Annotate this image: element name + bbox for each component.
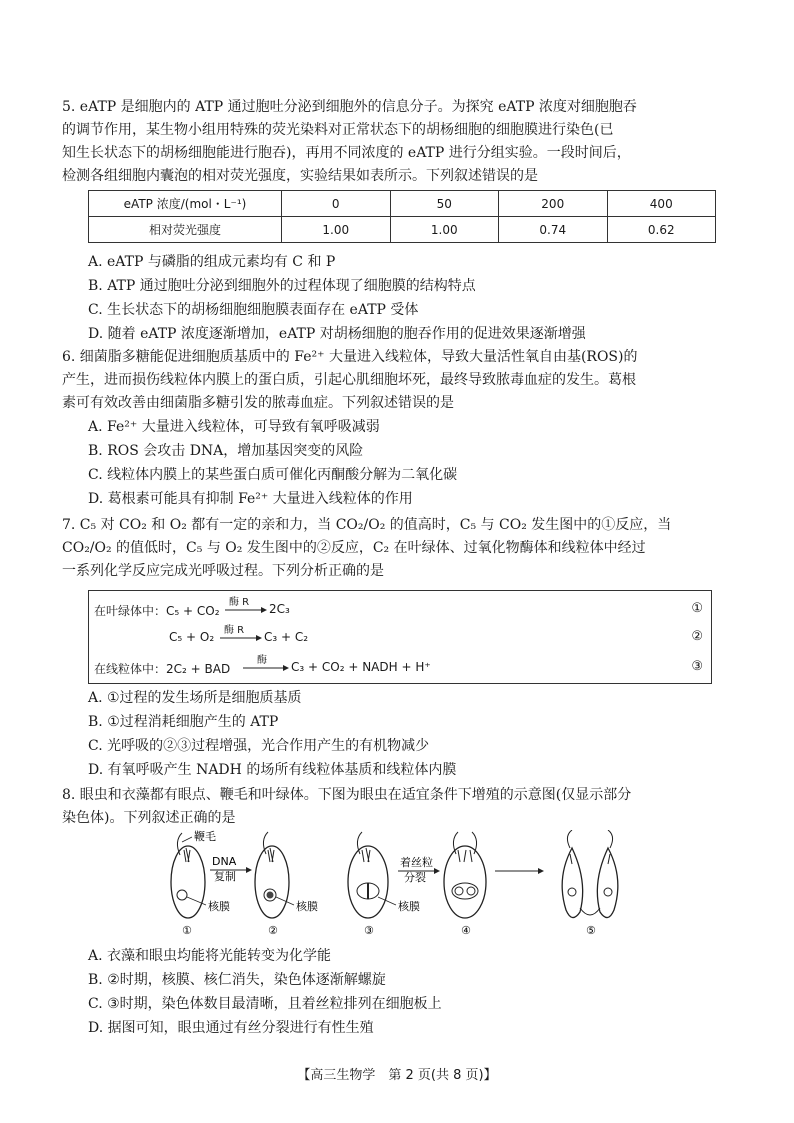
reaction-2-reactants: C₅ + O₂: [169, 630, 215, 644]
euglena-cell-1: [171, 833, 206, 918]
question-8: [62, 784, 722, 830]
reaction-3-enzyme: 酶: [257, 655, 267, 666]
table-cell: 200: [499, 191, 608, 217]
q8-stem-line: 染色体)。下列叙述正确的是: [62, 810, 236, 826]
q7-stem-line: CO₂/O₂ 的值低时，C₅ 与 O₂ 发生图中的②反应，C₂ 在叶绿体、过氧化物酶体和线粒体中经过: [62, 540, 646, 556]
q8-option-d[interactable]: D. 据图可知，眼虫通过有丝分裂进行有性生殖: [88, 1020, 374, 1036]
q6-stem-line: 6. 细菌脂多糖能促进细胞质基质中的 Fe²⁺ 大量进入线粒体，导致大量活性氧自由基(ROS)的: [62, 349, 638, 365]
q6-stem-line: 产生，进而损伤线粒体内膜上的蛋白质，引起心肌细胞坏死，最终导致脓毒血症的发生。葛根: [62, 372, 636, 388]
q5-data-table: [88, 190, 716, 243]
q5-stem-line: 检测各组细胞内囊泡的相对荧光强度，实验结果如表所示。下列叙述错误的是: [62, 168, 538, 184]
q6-stem-line: 素可有效改善由细菌脂多糖引发的脓毒血症。下列叙述错误的是: [62, 395, 454, 411]
stage-label: ③: [364, 924, 374, 937]
replication-label: 复制: [214, 870, 236, 883]
q5-stem-line: 知生长状态下的胡杨细胞能进行胞吞)，再用不同浓度的 eATP 进行分组实验。一段时间后，: [62, 145, 631, 161]
reaction-3-reactants: 在线粒体中：2C₂ + BAD: [94, 662, 231, 676]
q7-stem-line: 一系列化学反应完成光呼吸过程。下列分析正确的是: [62, 563, 384, 579]
reaction-3-marker: ③: [691, 659, 703, 674]
reaction-2-products: C₃ + C₂: [264, 630, 309, 644]
stage-label: ①: [182, 924, 192, 937]
table-row: [89, 191, 716, 217]
reaction-1-products: 2C₃: [269, 602, 290, 616]
nuclear-membrane-label: 核膜: [296, 900, 318, 913]
euglena-cell-4: [444, 832, 486, 918]
nuclear-membrane-label: 核膜: [398, 900, 420, 913]
q7-options: [62, 686, 722, 782]
q5-option-b[interactable]: B. ATP 通过胞吐分泌到细胞外的过程体现了细胞膜的结构特点: [88, 278, 476, 294]
q8-options: [62, 944, 722, 1040]
q7-option-b[interactable]: B. ①过程消耗细胞产生的 ATP: [88, 714, 279, 730]
reaction-2-enzyme: 酶 R: [224, 625, 245, 636]
q7-stem-line: 7. C₅ 对 CO₂ 和 O₂ 都有一定的亲和力，当 CO₂/O₂ 的值高时，C₅ 与 CO₂ 发生图中的①反应，当: [62, 517, 672, 533]
q5-stem-line: 的调节作用，某生物小组用特殊的荧光染料对正常状态下的胡杨细胞的细胞膜进行染色(已: [62, 122, 614, 138]
q6-option-d[interactable]: D. 葛根素可能具有抑制 Fe²⁺ 大量进入线粒体的作用: [88, 491, 413, 507]
table-cell: eATP 浓度/(mol・L⁻¹): [89, 191, 282, 217]
page-footer: 【高三生物学 第 2 页(共 8 页)】: [297, 1068, 497, 1083]
question-7: [62, 514, 722, 583]
q6-option-b[interactable]: B. ROS 会攻击 DNA，增加基因突变的风险: [88, 443, 364, 459]
flagellum-label: 鞭毛: [194, 830, 216, 843]
table-cell: 相对荧光强度: [89, 217, 282, 243]
euglena-cell-3: [348, 832, 396, 918]
q8-option-c[interactable]: C. ③时期，染色体数目最清晰，且着丝粒排列在细胞板上: [88, 996, 442, 1012]
table-cell: 50: [390, 191, 499, 217]
dna-label: DNA: [212, 855, 237, 868]
stage-label: ④: [461, 924, 471, 937]
q5-options: [62, 250, 722, 346]
question-5: [62, 96, 722, 188]
q8-option-a[interactable]: A. 衣藻和眼虫均能将光能转变为化学能: [88, 948, 332, 964]
q6-option-a[interactable]: A. Fe²⁺ 大量进入线粒体，可导致有氧呼吸减弱: [88, 419, 380, 435]
stage-label: ②: [268, 924, 278, 937]
q5-option-a[interactable]: A. eATP 与磷脂的组成元素均有 C 和 P: [88, 254, 336, 270]
reaction-2-marker: ②: [691, 629, 703, 644]
q5-option-d[interactable]: D. 随着 eATP 浓度逐渐增加，eATP 对胡杨细胞的胞吞作用的促进效果逐渐增强: [88, 326, 586, 342]
table-cell: 0.74: [499, 217, 608, 243]
centromere-label: 着丝粒: [400, 856, 433, 869]
reaction-1-marker: ①: [691, 601, 703, 616]
q5-stem-line: 5. eATP 是细胞内的 ATP 通过胞吐分泌到细胞外的信息分子。为探究 eATP 浓度对细胞胞吞: [62, 99, 637, 115]
euglena-division-figure: [160, 830, 640, 938]
question-6: [62, 346, 722, 511]
table-cell: 1.00: [282, 217, 391, 243]
nuclear-membrane-label: 核膜: [208, 900, 230, 913]
division-label: 分裂: [404, 871, 426, 884]
table-cell: 0.62: [607, 217, 716, 243]
q8-stem-line: 8. 眼虫和衣藻都有眼点、鞭毛和叶绿体。下图为眼虫在适宜条件下增殖的示意图(仅显示部分: [62, 787, 632, 803]
euglena-cell-2: [255, 832, 294, 918]
table-cell: 400: [607, 191, 716, 217]
q7-option-d[interactable]: D. 有氧呼吸产生 NADH 的场所有线粒体基质和线粒体内膜: [88, 762, 457, 778]
q7-option-a[interactable]: A. ①过程的发生场所是细胞质基质: [88, 690, 302, 706]
reaction-3-products: C₃ + CO₂ + NADH + H⁺: [291, 660, 431, 674]
euglena-cell-5: [562, 830, 618, 918]
table-cell: 0: [282, 191, 391, 217]
q5-option-c[interactable]: C. 生长状态下的胡杨细胞细胞膜表面存在 eATP 受体: [88, 302, 419, 318]
reaction-1-enzyme: 酶 R: [229, 597, 250, 608]
q6-option-c[interactable]: C. 线粒体内膜上的某些蛋白质可催化丙酮酸分解为二氧化碳: [88, 467, 458, 483]
q7-reaction-box: [88, 590, 712, 684]
table-cell: 1.00: [390, 217, 499, 243]
stage-label: ⑤: [586, 924, 596, 937]
q7-option-c[interactable]: C. 光呼吸的②③过程增强，光合作用产生的有机物减少: [88, 738, 430, 754]
q8-option-b[interactable]: B. ②时期，核膜、核仁消失，染色体逐渐解螺旋: [88, 972, 386, 988]
table-row: [89, 217, 716, 243]
reaction-1-reactants: 在叶绿体中：C₅ + CO₂: [94, 604, 220, 618]
